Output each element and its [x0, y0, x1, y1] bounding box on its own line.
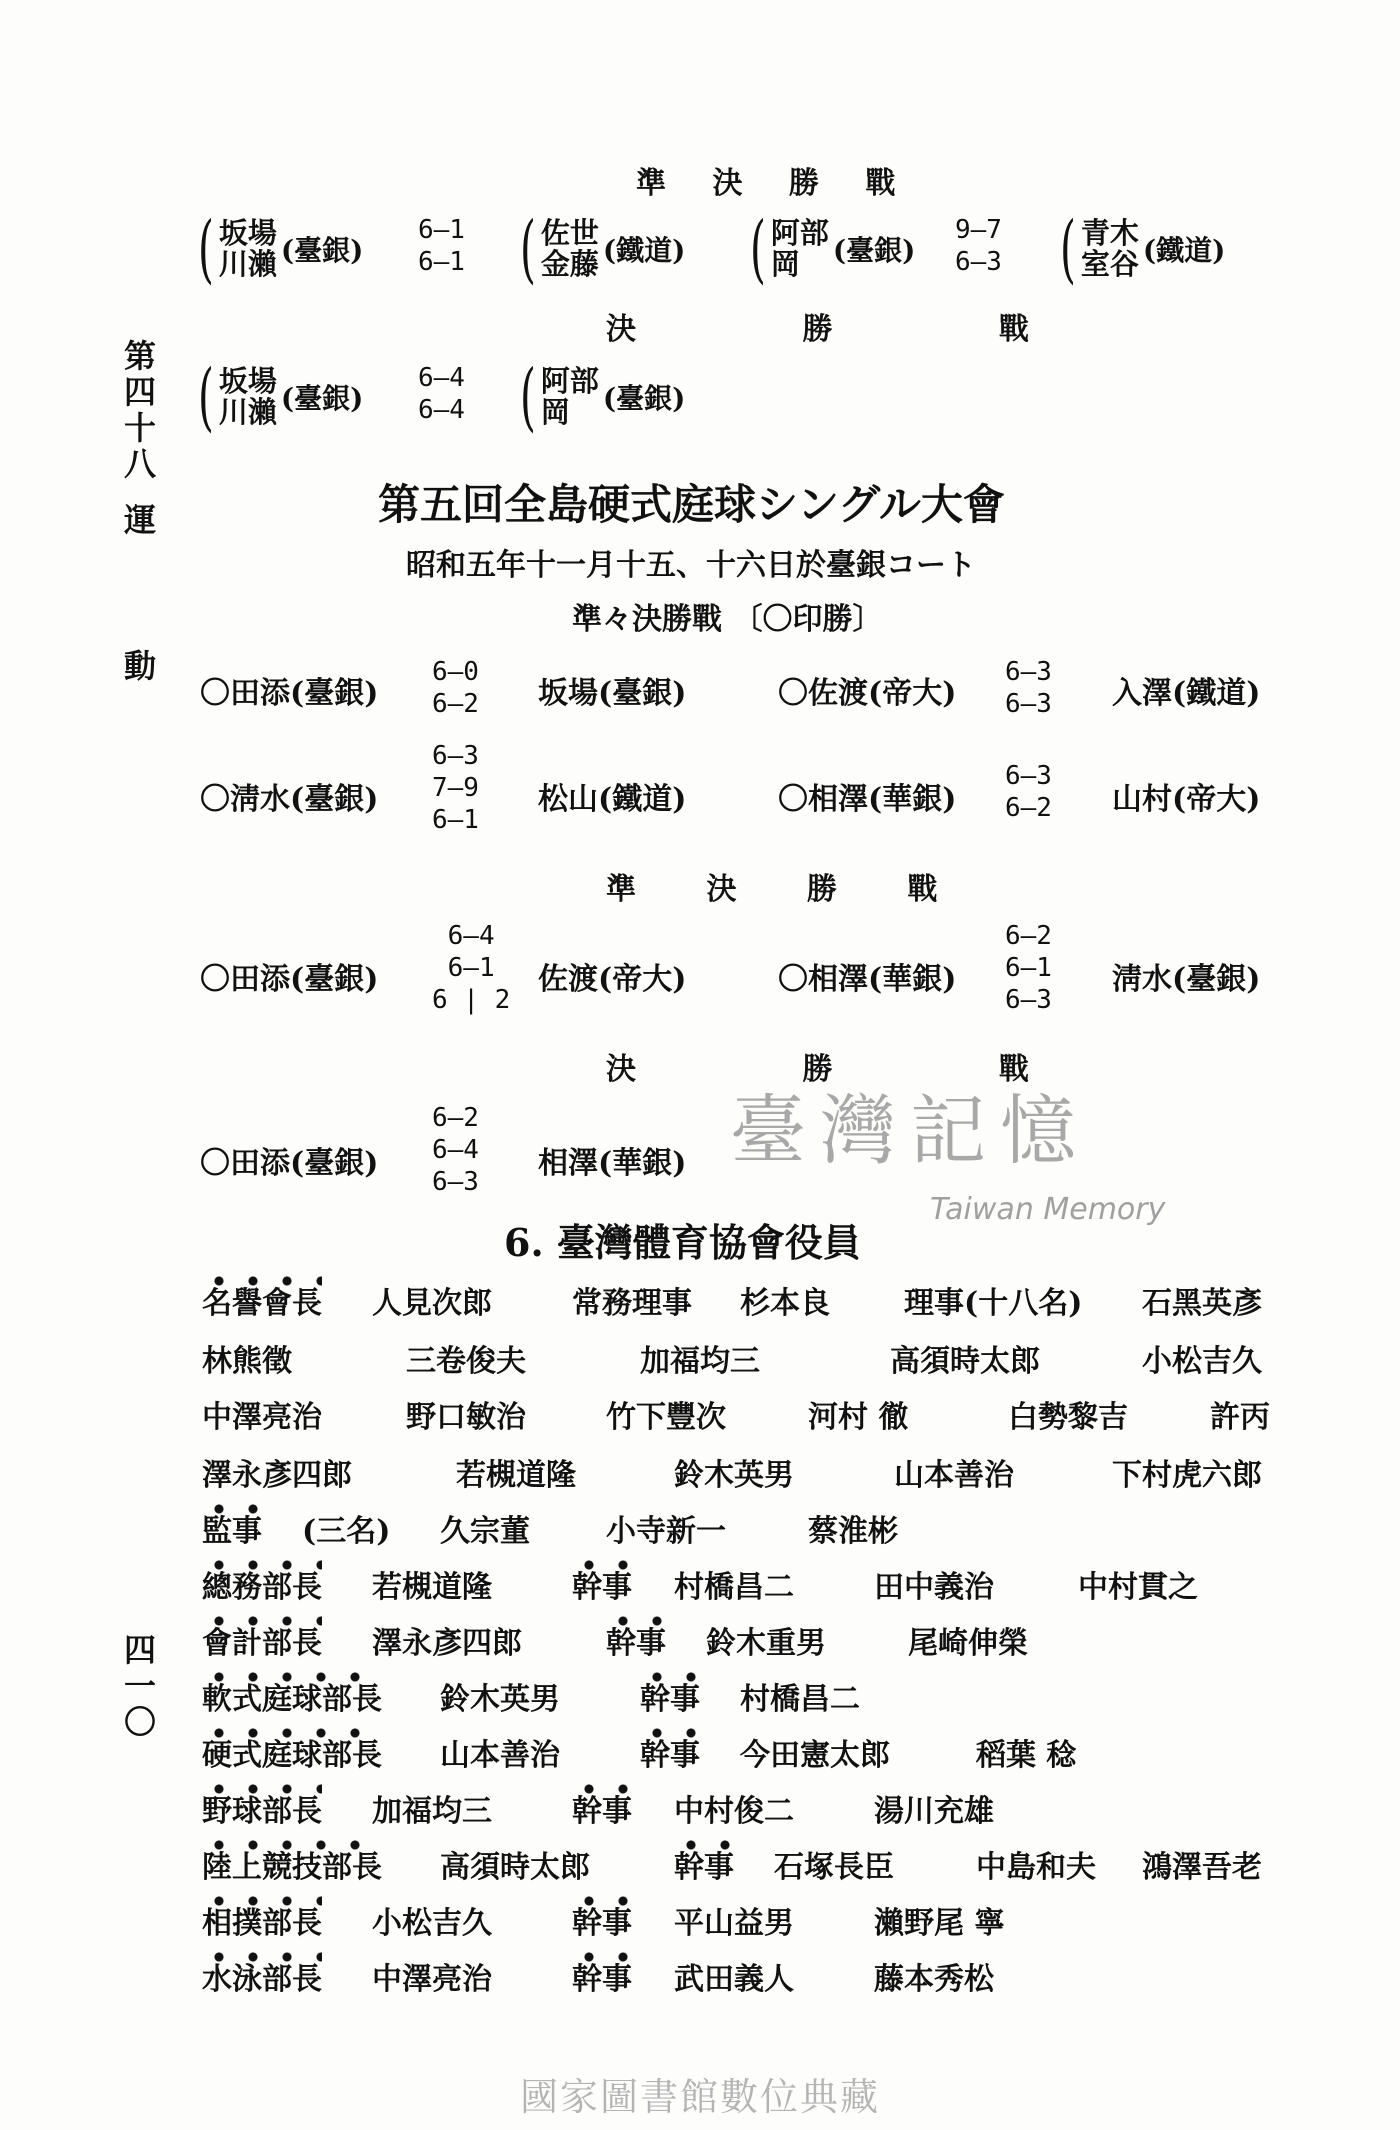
officer-role: 常務理事	[572, 1286, 692, 1321]
officer-name: 若槻道隆	[456, 1458, 576, 1493]
officer-name: 稻葉 稔	[976, 1738, 1077, 1773]
club: (鐵道)	[602, 234, 686, 267]
player-name: 川瀨	[218, 395, 277, 429]
officer-name: 武田義人	[674, 1962, 794, 1997]
officer-name: 村橋昌二	[740, 1682, 860, 1717]
officer-name: 杉本良	[740, 1286, 830, 1321]
officer-role: 幹事	[572, 1782, 632, 1829]
side-char: 十	[123, 409, 156, 447]
page-char: 一	[123, 1667, 156, 1705]
player-name: 室谷	[1080, 247, 1139, 281]
officer-role: 理事(十八名)	[904, 1286, 1083, 1321]
bracket-icon: (	[1060, 206, 1076, 292]
bracket-icon: (	[750, 206, 766, 292]
sec-a-final-title: 決 勝 戰	[606, 312, 1107, 347]
qf-3-scores	[432, 740, 479, 836]
officer-role: 相撲部長	[202, 1894, 322, 1941]
officer-name: 久宗董	[440, 1514, 530, 1549]
officer-name: 小松吉久	[1142, 1344, 1262, 1379]
qf-4-loser: 山村(帝大)	[1112, 782, 1261, 817]
side-char: 四	[123, 373, 156, 411]
officer-name: 人見次郎	[372, 1286, 492, 1321]
sec-a-semi-2-p2	[1060, 206, 1226, 292]
officer-role: 幹事	[572, 1894, 632, 1941]
qf-3-loser: 松山(鐵道)	[538, 782, 687, 817]
officer-name: 蔡淮彬	[808, 1514, 898, 1549]
score: 6—4	[447, 921, 495, 951]
officer-role: 會計部長	[202, 1614, 322, 1661]
officer-name: 藤本秀松	[874, 1962, 994, 1997]
f-winner: 〇田添(臺銀)	[200, 1146, 379, 1181]
watermark-logo: 臺灣記憶	[730, 1086, 1090, 1175]
player-name: 青木	[1080, 216, 1139, 250]
officer-name: 澤永彥四郎	[372, 1626, 522, 1661]
club: (臺銀)	[280, 382, 364, 415]
sec-a-semi-1-p2	[520, 206, 686, 292]
officer-role: 監事	[202, 1502, 262, 1549]
officer-name: 下村虎六郎	[1112, 1458, 1262, 1493]
officer-name: 小松吉久	[372, 1906, 492, 1941]
officer-name: 尾崎伸榮	[908, 1626, 1028, 1661]
score: 6—2	[432, 689, 479, 719]
player-name: 岡	[540, 395, 570, 429]
bracket-icon: (	[198, 354, 214, 440]
officer-name: 瀨野尾 寧	[874, 1906, 1005, 1941]
officer-role: 幹事	[640, 1726, 700, 1773]
sf-title: 準 決 勝 戰	[606, 872, 968, 907]
officer-name: 加福均三	[640, 1344, 760, 1379]
qf-2-loser: 入澤(鐵道)	[1112, 676, 1261, 711]
officer-name: 小寺新一	[606, 1514, 726, 1549]
officer-role: 總務部長	[202, 1558, 322, 1605]
page-char: 四	[123, 1631, 156, 1669]
side-char: 動	[123, 647, 156, 685]
officer-name: 鴻澤吾老	[1142, 1850, 1262, 1885]
officer-role: 幹事	[572, 1558, 632, 1605]
bracket-icon: (	[520, 354, 536, 440]
officer-name: 石黑英彥	[1142, 1286, 1262, 1321]
score: 6—2	[432, 1103, 479, 1133]
score: 6—2	[1005, 793, 1052, 823]
club: (臺銀)	[832, 234, 916, 267]
player-name: 川瀨	[218, 247, 277, 281]
side-title	[120, 338, 160, 684]
qf-4-winner: 〇相澤(華銀)	[778, 782, 957, 817]
officer-name: 高須時太郎	[890, 1344, 1040, 1379]
player-name: 金藤	[540, 247, 599, 281]
officer-name: 山本善治	[894, 1458, 1014, 1493]
score: 6 | 2	[432, 985, 511, 1015]
officer-role: 野球部長	[202, 1782, 322, 1829]
officer-name: 中澤亮治	[372, 1962, 492, 1997]
officer-name: 鈴木英男	[440, 1682, 560, 1717]
qf-1-winner: 〇田添(臺銀)	[200, 676, 379, 711]
qf-4-scores	[1005, 760, 1052, 824]
officer-name: 野口敏治	[406, 1400, 526, 1435]
score: 6—3	[1005, 657, 1052, 687]
officer-name: 中島和夫	[976, 1850, 1096, 1885]
side-page-number	[120, 1632, 160, 1740]
officer-name: 高須時太郎	[440, 1850, 590, 1885]
officer-name: 白勢黎吉	[1008, 1400, 1128, 1435]
score: 6—3	[1005, 689, 1052, 719]
score: 6—3	[432, 1167, 479, 1197]
qf-1-loser: 坂場(臺銀)	[538, 676, 687, 711]
qf-1-scores	[432, 656, 479, 720]
watermark-subtitle: Taiwan Memory	[930, 1192, 1166, 1227]
player-name: 阿部	[770, 216, 829, 250]
officer-role: 水泳部長	[202, 1950, 322, 1997]
score: 6—1	[1005, 953, 1052, 983]
score: 6—1	[432, 805, 479, 835]
player-name: 坂場	[218, 364, 277, 398]
f-title: 決 勝 戰	[606, 1052, 1107, 1087]
sec-a-semi-2-scores	[955, 214, 1002, 278]
f-scores	[432, 1102, 479, 1198]
officer-name: 中村俊二	[674, 1794, 794, 1829]
sec-a-semi-2-p1	[750, 206, 916, 292]
footer-archive-label: 國家圖書館數位典藏	[520, 2075, 881, 2119]
officer-role: 軟式庭球部長	[202, 1670, 382, 1717]
sf-1-winner: 〇田添(臺銀)	[200, 962, 379, 997]
score: 6—0	[432, 657, 479, 687]
sec-a-semi-1-p1	[198, 206, 364, 292]
qf-title: 準々決勝戰 〔〇印勝〕	[572, 602, 883, 637]
score: 6—1	[418, 215, 465, 245]
sec-a-semi-1-scores	[418, 214, 465, 278]
score: 6—3	[1005, 761, 1052, 791]
officer-name: 加福均三	[372, 1794, 492, 1829]
officer-role: 幹事	[674, 1838, 734, 1885]
sec-a-final-p1	[198, 354, 364, 440]
sec-a-final-scores	[418, 362, 465, 426]
side-char: 第	[123, 337, 156, 375]
sec-a-final-p2	[520, 354, 686, 440]
score: 6—2	[1005, 921, 1052, 951]
officer-role: (三名)	[302, 1514, 391, 1549]
page-char: 〇	[123, 1703, 156, 1741]
score: 6—3	[955, 247, 1002, 277]
officer-name: 山本善治	[440, 1738, 560, 1773]
officer-name: 石塚長臣	[774, 1850, 894, 1885]
side-char: 運	[123, 501, 156, 539]
officer-name: 許丙	[1210, 1400, 1270, 1435]
sf-1-scores	[432, 920, 510, 1016]
tournament-title: 第五回全島硬式庭球シングル大會	[378, 480, 1005, 529]
qf-2-winner: 〇佐渡(帝大)	[778, 676, 957, 711]
officer-name: 林熊徵	[202, 1344, 292, 1379]
officer-name: 中澤亮治	[202, 1400, 322, 1435]
sf-2-winner: 〇相澤(華銀)	[778, 962, 957, 997]
officer-name: 鈴木重男	[706, 1626, 826, 1661]
sec-a-semifinal-title: 準 決 勝 戰	[636, 166, 914, 201]
officers-title: 6. 臺灣體育協會役員	[504, 1220, 861, 1265]
qf-3-winner: 〇淸水(臺銀)	[200, 782, 379, 817]
officer-name: 三卷俊夫	[406, 1344, 526, 1379]
score: 6—1	[447, 953, 495, 983]
officer-role: 陸上競技部長	[202, 1838, 382, 1885]
player-name: 阿部	[540, 364, 599, 398]
tournament-subtitle: 昭和五年十一月十五、十六日於臺銀コート	[406, 548, 976, 583]
player-name: 坂場	[218, 216, 277, 250]
score: 6—1	[418, 247, 465, 277]
side-char: 八	[123, 445, 156, 483]
officer-role: 幹事	[572, 1950, 632, 1997]
bracket-icon: (	[198, 206, 214, 292]
score: 6—4	[418, 363, 465, 393]
officer-name: 田中義治	[874, 1570, 994, 1605]
score: 6—3	[432, 741, 479, 771]
club: (臺銀)	[602, 382, 686, 415]
officer-role: 名譽會長	[202, 1274, 322, 1321]
club: (鐵道)	[1142, 234, 1226, 267]
score: 6—4	[432, 1135, 479, 1165]
sf-2-loser: 淸水(臺銀)	[1112, 962, 1261, 997]
officer-name: 河村 徹	[808, 1400, 909, 1435]
officer-name: 竹下豐次	[606, 1400, 726, 1435]
f-loser: 相澤(華銀)	[538, 1146, 687, 1181]
officer-name: 若槻道隆	[372, 1570, 492, 1605]
club: (臺銀)	[280, 234, 364, 267]
officer-role: 幹事	[640, 1670, 700, 1717]
officer-name: 中村貫之	[1078, 1570, 1198, 1605]
officer-name: 平山益男	[674, 1906, 794, 1941]
sf-2-scores	[1005, 920, 1052, 1016]
officer-name: 村橋昌二	[674, 1570, 794, 1605]
officer-name: 今田憲太郎	[740, 1738, 890, 1773]
score: 6—3	[1005, 985, 1052, 1015]
bracket-icon: (	[520, 206, 536, 292]
score: 9—7	[955, 215, 1002, 245]
score: 7—9	[432, 773, 479, 803]
officer-role: 幹事	[606, 1614, 666, 1661]
qf-2-scores	[1005, 656, 1052, 720]
player-name: 岡	[770, 247, 800, 281]
officer-name: 澤永彥四郎	[202, 1458, 352, 1493]
officer-name: 鈴木英男	[674, 1458, 794, 1493]
officer-name: 湯川充雄	[874, 1794, 994, 1829]
player-name: 佐世	[540, 216, 599, 250]
sf-1-loser: 佐渡(帝大)	[538, 962, 687, 997]
score: 6—4	[418, 395, 465, 425]
officer-role: 硬式庭球部長	[202, 1726, 382, 1773]
